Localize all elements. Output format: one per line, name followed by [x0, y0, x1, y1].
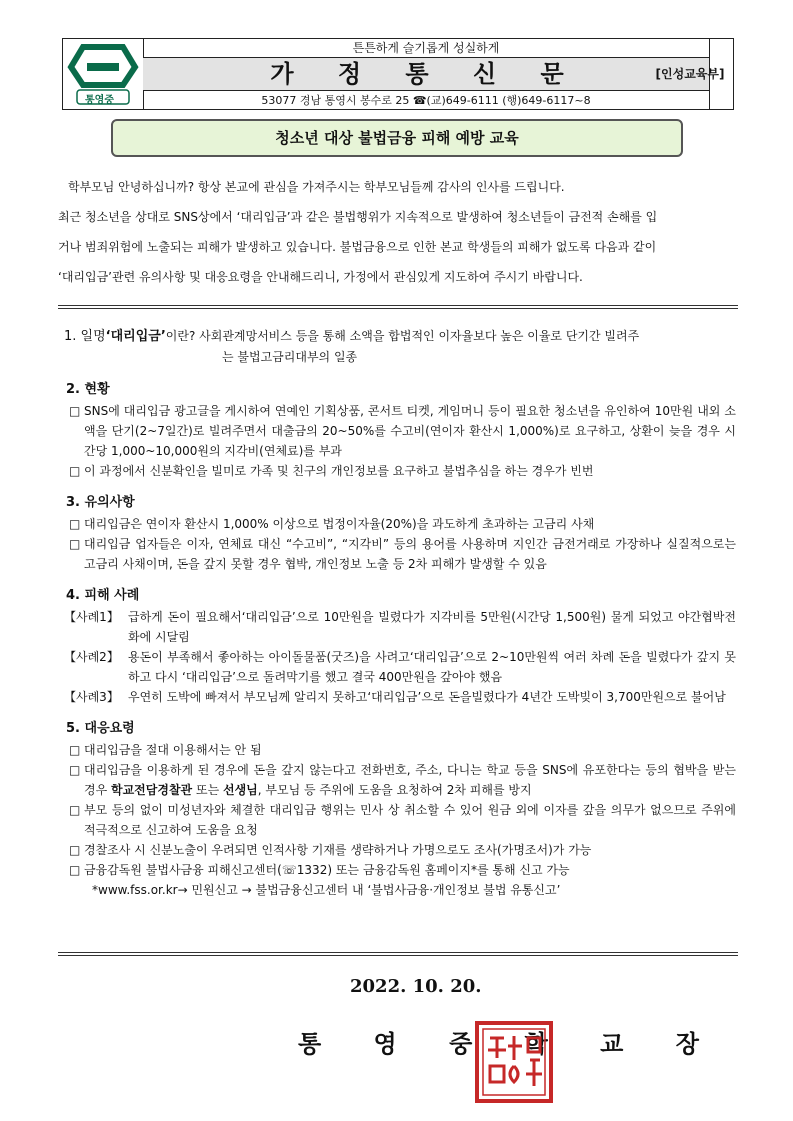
school-address: 53077 경남 통영시 봉수로 25 ☎(교)649-6111 (행)649-6117~8: [261, 94, 591, 107]
section-heading-response: 5. 대응요령: [66, 721, 135, 736]
section-heading-status: 2. 현황: [66, 382, 110, 397]
case-tag: 【사례2】: [64, 650, 119, 664]
list-item-text: 이 과정에서 신분확인을 빌미로 가족 및 친구의 개인정보를 요구하고 불법추심을 하는 경우가 빈번: [84, 464, 594, 478]
definition: [64, 326, 736, 368]
checkbox-icon: □: [69, 517, 81, 531]
list-item: [64, 740, 736, 760]
school-logo: [63, 39, 144, 109]
checkbox-icon: □: [69, 464, 81, 478]
list-item: [64, 800, 736, 840]
list-item-text: , 부모님 등 주위에 도움을 요청하여 2차 피해를 방지: [257, 783, 532, 797]
list-item-text: 대리입금 업자들은 이자, 연체료 대신 “수고비”, “지각비” 등의 용어를 사용하며 지인간 금전거래로 가장하나 실질적으로는 고금리 사채이며, 돈을 갚지 못할 경우 협박, 개인정보 노출 등 2차 피해가 발생할 수 있음: [84, 537, 736, 571]
list-item-text: 금융감독원 불법사금융 피해신고센터(☏1332) 또는 금융감독원 홈페이지*를 통해 신고 가능: [84, 863, 570, 877]
section-heading-cases: 4. 피해 사례: [66, 588, 140, 603]
intro-line: 최근 청소년을 상대로 SNS상에서 ‘대리입금’과 같은 불법행위가 지속적으로 발생하여 청소년들이 금전적 손해를 입: [58, 210, 658, 224]
department-label: [인성교육부]: [655, 67, 725, 81]
case-tag: 【사례1】: [64, 610, 119, 624]
logo-text: 통영중: [85, 95, 114, 106]
issue-date: 2022. 10. 20.: [350, 976, 482, 997]
definition-term: ‘대리입금’: [105, 329, 166, 344]
intro-line: ‘대리입금’관련 유의사항 및 대응요령을 안내해드리니, 가정에서 관심있게 지도하여 주시기 바랍니다.: [58, 270, 583, 284]
definition-continuation: 는 불법고금리대부의 일종: [222, 350, 358, 364]
list-item-text: SNS에 대리입금 광고글을 게시하여 연예인 기획상품, 콘서트 티켓, 게임머니 등이 필요한 청소년을 유인하여 10만원 내외 소액을 단기(2~7일간)로 빌려주면서 대출금의 20~50%를 수고비(연이자 환산시 1,000%)로 요구하고, 상환이 늦을 경우 시간당 1,000~10,000원의 지각비(연체료)를 부과: [84, 404, 736, 458]
checkbox-icon: □: [69, 763, 81, 777]
checkbox-icon: □: [69, 743, 81, 757]
section-heading-cautions: 3. 유의사항: [66, 495, 135, 510]
list-item-text: 대리입금을 절대 이용해서는 안 됨: [84, 743, 262, 757]
intro-paragraph: [58, 178, 738, 292]
case-item: [64, 607, 736, 647]
teacher-emphasis: 선생님: [222, 783, 258, 797]
checkbox-icon: □: [69, 843, 81, 857]
intro-line: 학부모님 안녕하십니까? 항상 본교에 관심을 가져주시는 학부모님들께 감사의 인사를 드립니다.: [68, 180, 565, 194]
list-item: [64, 514, 736, 534]
checkbox-icon: □: [69, 404, 81, 418]
list-item-text: 경찰조사 시 신분노출이 우려되면 인적사항 기재를 생략하거나 가명으로도 조사(가명조서)가 가능: [84, 843, 592, 857]
intro-line: 거나 범죄위험에 노출되는 피해가 발생하고 있습니다. 불법금융으로 인한 본교 학생들의 피해가 없도록 다음과 같이: [58, 240, 657, 254]
main-content: [64, 326, 736, 900]
school-police-emphasis: 학교전담경찰관: [111, 783, 193, 797]
list-item: [64, 461, 736, 481]
definition-number: 1. 일명: [64, 329, 106, 344]
list-item: [64, 534, 736, 574]
newsletter-header: [62, 38, 734, 110]
document-title: 청소년 대상 불법금융 피해 예방 교육: [111, 119, 683, 157]
principal-signature: 통 영 중 학 교 장: [298, 1029, 721, 1058]
list-item-text: 또는: [192, 783, 223, 797]
case-text: 우연히 도박에 빠져서 부모님께 알리지 못하고‘대리입금’으로 돈을빌렸다가 4년간 도박빚이 3,700만원으로 불어남: [128, 690, 726, 704]
official-seal: [474, 1020, 554, 1104]
case-tag: 【사례3】: [64, 690, 119, 704]
list-item: [64, 840, 736, 860]
divider: [58, 305, 738, 309]
definition-text: 이란? 사회관계망서비스 등을 통해 소액을 합법적인 이자율보다 높은 이율로 단기간 빌려주: [165, 329, 640, 343]
footnote: *www.fss.or.kr→ 민원신고 → 불법금융신고센터 내 ‘불법사금융·개인정보 불법 유통신고’: [92, 883, 561, 897]
list-item: [64, 401, 736, 461]
checkbox-icon: □: [69, 537, 81, 551]
checkbox-icon: □: [69, 803, 81, 817]
case-item: [64, 647, 736, 687]
newsletter-title: 가 정 통 신 문: [143, 58, 709, 91]
list-item-text: 부모 등의 없이 미성년자와 체결한 대리입금 행위는 민사 상 취소할 수 있어 원금 외에 이자를 갚을 의무가 없으므로 주위에 적극적으로 신고하여 도움을 요청: [84, 803, 736, 837]
case-item: [64, 687, 736, 707]
list-item: [64, 860, 736, 880]
list-item-text: 대리입금은 연이자 환산시 1,000% 이상으로 법정이자율(20%)을 과도하게 초과하는 고금리 사채: [84, 517, 595, 531]
case-text: 용돈이 부족해서 좋아하는 아이돌물품(굿즈)을 사려고‘대리입금’으로 2~10만원씩 여러 차례 돈을 빌렸다가 갚지 못하고 다시 ‘대리입금’으로 돌려막기를 했고 결국 400만원을 갚아야 했음: [128, 650, 736, 684]
motto: 튼튼하게 슬기롭게 성실하게: [143, 39, 709, 58]
list-item: [64, 760, 736, 800]
divider: [58, 952, 738, 956]
list-item-text: 대리입금을 이용하게 된 경우에 돈을 갚지 않는다고 전화번호, 주소, 다니는 학교 등을 SNS에 유포한다는 등의 협박을 받는 경우: [84, 763, 736, 797]
case-text: 급하게 돈이 필요해서‘대리입금’으로 10만원을 빌렸다가 지각비를 5만원(시간당 1,500원) 물게 되었고 야간협박전화에 시달림: [128, 610, 736, 644]
checkbox-icon: □: [69, 863, 81, 877]
